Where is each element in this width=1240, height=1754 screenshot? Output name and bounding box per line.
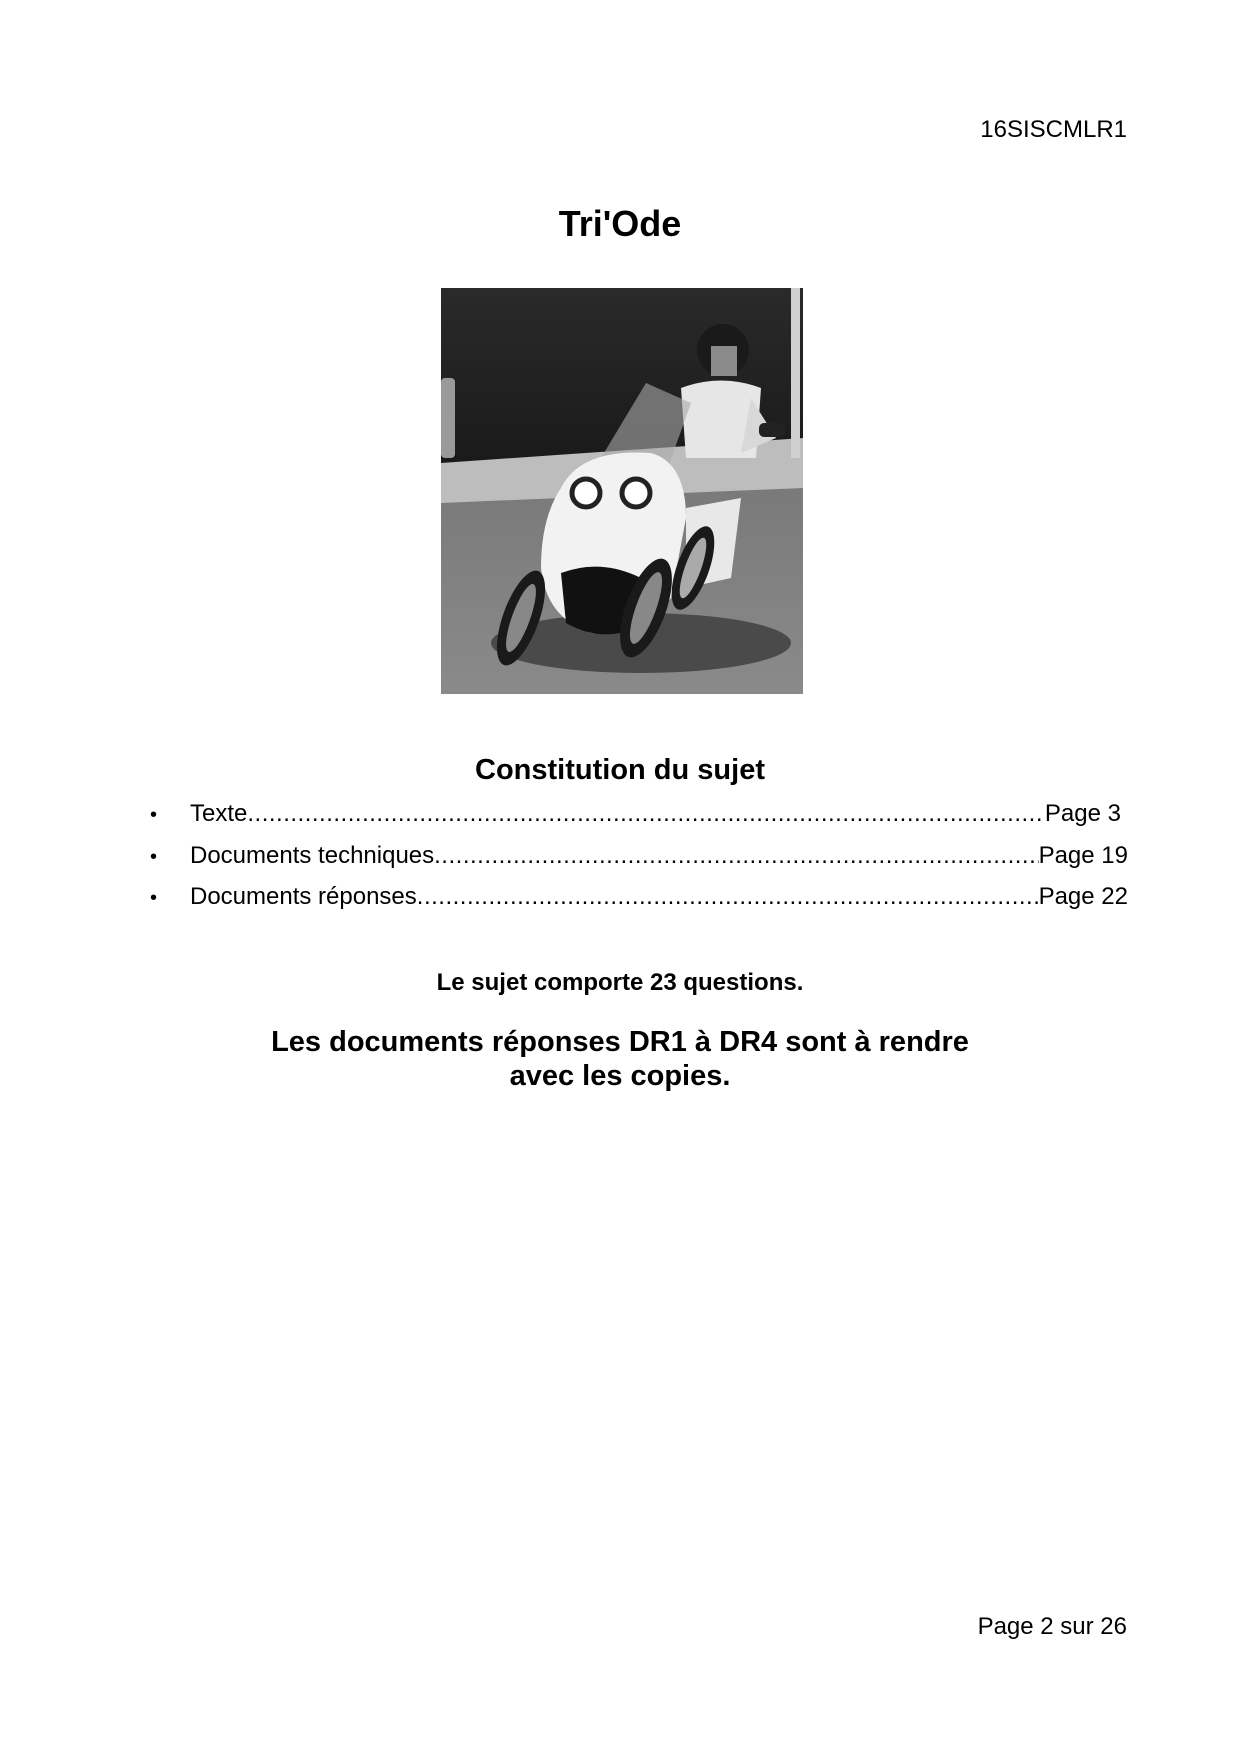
- notice-line-1: Les documents réponses DR1 à DR4 sont à rendre: [271, 1026, 969, 1058]
- cover-photo: [441, 288, 803, 694]
- toc-item-texte: [150, 793, 1128, 835]
- toc-label: Texte: [190, 800, 248, 827]
- toc-heading: Constitution du sujet: [475, 754, 765, 786]
- toc-page: Page 3: [1044, 800, 1121, 827]
- page-number: Page 2 sur 26: [977, 1613, 1127, 1640]
- dot-leader: [434, 835, 1038, 876]
- bullet: •: [150, 845, 158, 868]
- toc-label: Documents réponses: [190, 883, 417, 910]
- toc-page: Page 22: [1038, 883, 1128, 910]
- page-title: Tri'Ode: [558, 203, 682, 244]
- bullet: •: [150, 887, 158, 909]
- dot-leader: [247, 793, 1045, 834]
- toc-item-documents-reponses: [150, 876, 1128, 918]
- document-code: 16SISCMLR1: [980, 116, 1127, 143]
- return-notice: [0, 1025, 1240, 1093]
- dot-leader: [417, 876, 1039, 917]
- table-of-contents: [150, 793, 1128, 918]
- bullet: •: [150, 804, 158, 826]
- notice-line-2: avec les copies.: [509, 1060, 731, 1092]
- toc-label: Documents techniques: [190, 841, 435, 869]
- questions-note: Le sujet comporte 23 questions.: [436, 969, 804, 996]
- toc-page: Page 19: [1038, 841, 1128, 869]
- toc-item-documents-techniques: [150, 835, 1128, 877]
